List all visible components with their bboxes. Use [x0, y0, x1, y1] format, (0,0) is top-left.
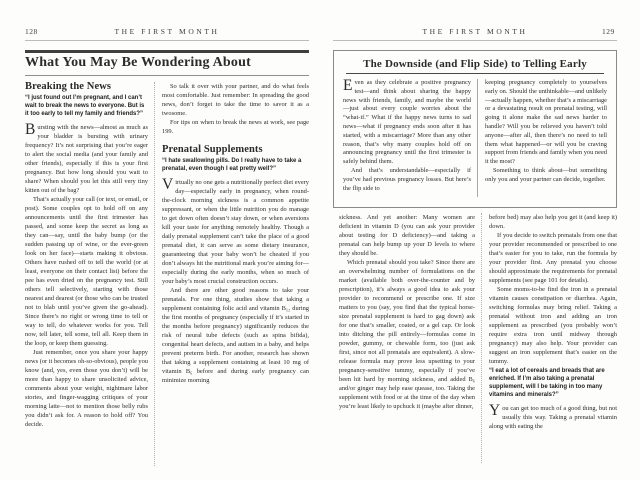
right-page-column-2 — [481, 213, 617, 463]
body-paragraph: Something to think about—but something only you and your partner can decide, together. — [485, 166, 607, 183]
body-paragraph: before bed) may also help you get it (and keep it) down. — [489, 214, 617, 230]
header-rule-left — [25, 40, 309, 41]
drop-cap: E — [343, 79, 353, 94]
page-number-left: 128 — [25, 27, 38, 36]
info-box-column-1 — [343, 79, 471, 197]
drop-cap: Y — [489, 401, 501, 419]
body-paragraph — [25, 120, 148, 195]
body-paragraph: So talk it over with your partner, and do what feels most comfortable. Just remember: In spreading the good news, don’t forget to take the time to savor it as a twosome. — [162, 83, 309, 117]
paragraph-text: ou can get too much of a good thing, but not usually this way. Taking a prenatal vitamin along with eating the — [489, 404, 617, 430]
left-page-columns — [25, 82, 309, 466]
body-paragraph: That’s actually your call (or text, or email, or post). Some couples opt to hold off on any announcements until the first trimester has passed, and some keep the secret as long as they can—say, until the baby bump (or the sudden passing up of wine, or the ever-green look on her face)—starts making it obvious. Others have rushed off to tell the world (or at least, everyone on their contact list) before the pee has even dried on the pregnancy test. Still others tell selectively, starting with those nearest and dearest (or those who can be trusted not to blab until you’ve given the go-ahead). Since there’s no right or wrong time to tell or way to tell, do whatever works for you. Tell now, tell later, tell some, tell all. Keep them in the loop, or keep them guessing. — [25, 195, 148, 347]
body-paragraph: If you decide to switch prenatals from one that your provider recommended or prescribed to one that’s easier for you to take, run the formula by your provider first. Any prenatal you choose should approximate the requirements for prenatal supplements (see page 101 for details). — [489, 232, 617, 284]
body-paragraph: Just remember, once you share your happy news (or it becomes oh-so-obvious), people you know (and, yes, even those you don’t) will be more than happy to share unsolicited advice, comments about your weight, nightmare labor stories, and finger-wagging critiques of your morning latte—not to mention those belly rubs you didn’t ask for. A reason to hold off? You decide. — [25, 348, 148, 428]
title-bottom-rule — [25, 75, 309, 76]
left-page-column-1 — [25, 82, 148, 466]
info-box-telling-early — [333, 50, 617, 208]
section-heading-prenatal-supplements: Prenatal Supplements — [162, 144, 263, 155]
body-paragraph: Some moms-to-be find the iron in a prenatal vitamin causes constipation or diarrhea. Again, switching formulas may bring relief. Taking a prenatal without iron and adding an iron supplement as prescribed (you probably won’t require extra iron until midway through pregnancy) may also help. Your provider can suggest an iron supplement that’s easier on the tummy. — [489, 286, 617, 365]
right-page — [320, 0, 640, 480]
drop-cap: B — [25, 120, 36, 138]
page-number-right: 129 — [602, 27, 615, 36]
running-head-left: THE FIRST MONTH — [114, 27, 220, 36]
body-paragraph: keeping pregnancy completely to yourselves early on. Should the unthinkable—and unlikely—actually happen, whether that’s a miscarriage or a devastating result on prenatal testing, will going it alone make the sad news harder to handle? Will you be relieved you haven’t told anyone—after all, then there’s no need to tell them what happened—or will you be craving support from friends and family when you need it the most? — [485, 79, 607, 166]
paragraph-text: ven as they celebrate a positive pregnancy test—and think about sharing the happy news with friends, family, and maybe the world—just about every couple worries about the “what-if.” What if the happy news turns to sad news—what if pregnancy ends soon after it has started, with a miscarriage? More than any other reason, that’s why many couples hold off on announcing pregnancy until the first trimester is safely behind them. — [343, 79, 471, 166]
paragraph-text: irtually no one gets a nutritionally perfect diet every day—especially early in pregnancy, when round-the-clock morning sickness is a common appetite suppressant, or when the little nutrition you do manage to get down often doesn’t stay down, or when aversions kill your taste for anything remotely healthy. Though a daily prenatal supplement can’t take the place of a good prenatal diet, it can serve as some dietary insurance, guaranteeing that your baby won’t be cheated if you don’t always hit the nutritional mark you’re aiming for—especially during the early months, when so much of your baby’s most crucial construction occurs. — [162, 178, 309, 285]
reader-question: “I hate swallowing pills. Do I really have to take a prenatal, even though I eat pretty well?” — [162, 158, 302, 172]
reader-question: “I just found out I’m pregnant, and I can’t wait to break the news to everyone. But is it too early to tell my family and friends?” — [25, 95, 145, 117]
body-paragraph: And that’s understandable—especially if you’ve had previous pregnancy losses. But here’s the flip side to — [343, 166, 471, 192]
body-paragraph — [162, 175, 309, 286]
chapter-section-title: What You May Be Wondering About — [25, 55, 251, 70]
drop-cap: V — [162, 175, 174, 193]
body-paragraph: Which prenatal should you take? Since there are an overwhelming number of formulations on the market (available both over-the-counter and by prescription), it’s always a good idea to ask your provider to recommend or prescribe one. If size matters to you (say, you find that the typical horse-size prenatal supplement is hard to gag down) ask for one that’s smaller, coated, or a gel cap. Or look into ditching the pill entirely—formulas come in powder, gummy, or chewable form, too (just ask first, since not all prenatals are equivalent). A slow-release formula may prove less upsetting to your pregnancy-sensitive tummy, especially if you’ve been hit hard by morning sickness, and added B₆ and/or ginger may help ease quease, too. Taking the supplement with food or at the time of the day when you’re least likely to upchuck it (maybe after dinner, — [339, 259, 475, 410]
body-paragraph — [489, 401, 617, 431]
body-paragraph: And there are other good reasons to take your prenatals. For one thing, studies show that taking a supplement containing folic acid and vitamin B₁₂ during the first months of pregnancy (especially if it’s started in the months before pregnancy) significantly reduces the risk of neural tube defects (such as spina bifida), congenital heart defects, and autism in a baby, and helps prevent preterm birth. For another, research has shown that taking a supplement containing at least 10 mg of vitamin B₆ before and during early pregnancy can minimize morning — [162, 286, 309, 384]
body-paragraph — [343, 79, 471, 167]
right-page-columns — [339, 213, 617, 463]
title-top-rule — [25, 50, 309, 53]
section-heading-breaking-news: Breaking the News — [25, 82, 112, 92]
info-box-title: The Downside (and Flip Side) to Telling Early — [363, 58, 587, 70]
info-box-title-rule — [346, 73, 604, 74]
running-head-right: THE FIRST MONTH — [422, 27, 528, 36]
paragraph-text: ursting with the news—almost as much as your bladder is bursting with urinary frequency? It’s not surprising that you’re eager to alert the social media (and your family and other friends), especially if this is your first pregnancy. But how long should you wait to share? When should you let this still very tiny kitten out of the bag? — [25, 123, 148, 194]
body-paragraph: For tips on when to break the news at work, see page 199. — [162, 119, 309, 135]
info-box-column-2 — [477, 79, 607, 197]
header-rule-right — [333, 40, 617, 41]
reader-question: “I eat a lot of cereals and breads that are enriched. If I’m also taking a prenatal supplement, will I be taking in too many vitamins and minerals?” — [489, 368, 605, 398]
info-box-columns — [343, 79, 607, 197]
body-paragraph: sickness. And yet another: Many women are deficient in vitamin D (you can ask your provider about testing for D deficiency)—and taking a prenatal can help bump up your D levels to where they should be. — [339, 214, 475, 257]
right-page-column-1 — [339, 213, 475, 463]
left-page-column-2 — [154, 82, 309, 466]
